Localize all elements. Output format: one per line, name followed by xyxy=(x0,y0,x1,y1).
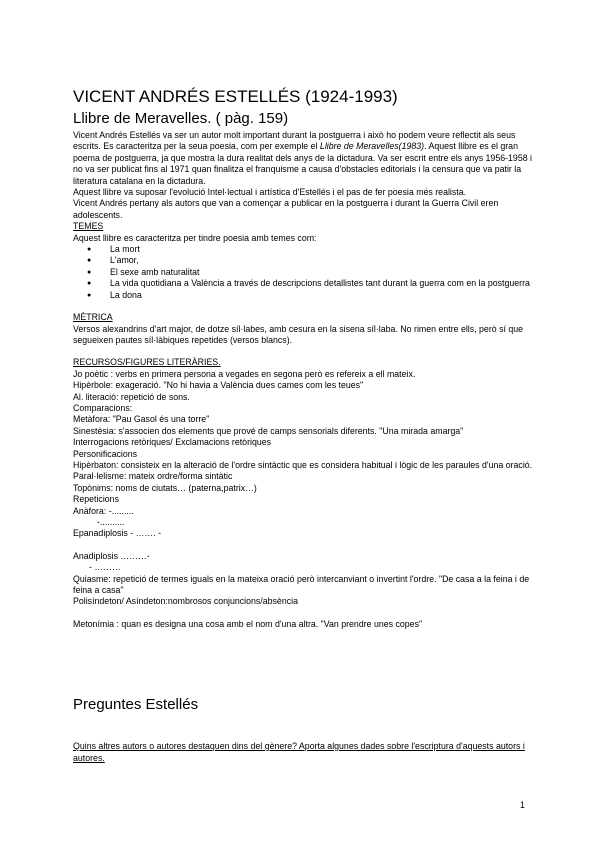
recurs-line: Metonímia : quan es designa una cosa amb el nom d'una altra. "Van prendre unes copes" xyxy=(73,618,423,629)
recurs-line: Comparacions: xyxy=(73,402,133,413)
recurs-line: Hipèrbaton: consisteix en la alteració de l'ordre sintàctic que es considera habitual i lògic de les paraules d'una oració. xyxy=(73,459,533,470)
temes-list xyxy=(73,244,533,301)
list-item: ● El sexe amb naturalitat xyxy=(73,267,533,278)
list-item: ● La dona xyxy=(73,290,533,301)
recurs-line: Anadiplosis ………- xyxy=(73,550,150,561)
page-title: VICENT ANDRÉS ESTELLÉS (1924-1993) xyxy=(73,87,398,106)
recurs-line: Interrogacions retòriques/ Exclamacions retòriques xyxy=(73,437,272,448)
recurs-line: - ……… xyxy=(89,562,121,573)
list-item: ● La vida quotidiana a València a través de descripcions detallistes tant durant la guerra com en la postguerra xyxy=(73,278,533,289)
recurs-line: Quiasme: repetició de termes iguals en la mateixa oració però intercanviant o invertint l'ordre. "De casa a la feina i de feina a casa" xyxy=(73,573,530,596)
temes-intro: Aquest llibre es caracteritza per tindre poesia amb temes com: xyxy=(73,232,317,243)
recurs-line: -.......... xyxy=(97,517,125,527)
preguntes-heading: Preguntes Estellés xyxy=(73,696,199,713)
recurs-line: Paral·lelisme: mateix ordre/forma sintàtic xyxy=(73,471,233,482)
recursos-heading: RECURSOS/FIGURES LITERÀRIES. xyxy=(73,357,221,368)
metrica-text: Versos alexandrins d'art major, de dotze síl·labes, amb cesura en la sisena síl·laba. No rimen entre ells, però sí que segueixen pautes síl·làbiques repetides (versos blancs). xyxy=(73,323,524,345)
section-title-llibre: Llibre de Meravelles. ( pàg. 159) xyxy=(73,110,289,127)
page-number: 1 xyxy=(520,800,525,810)
recurs-line: Epanadiplosis - ……. - xyxy=(73,528,162,539)
temes-heading: TEMES xyxy=(73,221,104,232)
recurs-line: Repeticions xyxy=(73,494,119,505)
recurs-line: Jo poètic : verbs en primera persona a vegades en segona però es refereix a ell mateix. xyxy=(73,368,416,379)
recurs-line: Personificacions xyxy=(73,448,138,459)
metrica-heading: MÈTRICA xyxy=(73,312,113,323)
intro-paragraph-3: Vicent Andrés pertany als autors que van a començar a publicar en la postguerra i durant la Guerra Civil eren adolescents. xyxy=(73,198,499,220)
recurs-line: Hipèrbole: exageració. "No hi havia a València dues cames com les teues" xyxy=(73,380,364,391)
recurs-line: Metàfora: "Pau Gasol és una torre" xyxy=(73,414,210,425)
intro-paragraph-2: Aquest llibre va suposar l'evolució Intel·lectual i artística d'Estellés i el pas de fer poesia més realista. xyxy=(73,187,467,198)
recurs-line: Polisíndeton/ Asíndeton:nombrosos conjuncions/absència xyxy=(73,596,298,607)
recurs-line: Topònims: noms de ciutats… (paterna,patrix…) xyxy=(73,482,257,493)
question-text: Quins altres autors o autores destaquen dins del gènere? Aporta algunes dades sobre l'escriptura d'aquests autors i autores. xyxy=(73,741,525,763)
list-item: ● La mort xyxy=(73,244,533,255)
intro-paragraph-1: Vicent Andrés Estellés va ser un autor molt important durant la postguerra i això ho podem veure reflectit als seus escrits. Es caracteritza per la seua poesia, com per exemple el Llibre de Meravelles(1983). Aquest llibre es el gran poema de postguerra, ja que mostra la dura realitat dels anys de la dictadura. Va ser escrit entre els anys 1956-1958 i no va ser publicat fins al 1971 quan finalitza el franquisme a causa d'obstacles editorials i la censura que va patir la literatura catalana en la dictadura. xyxy=(73,130,533,186)
recurs-line: Sinestèsia: s'associen dos elements que prové de camps sensorials diferents. "Una mirada amarga" xyxy=(73,425,464,436)
recurs-line: Anàfora: -......... xyxy=(73,505,134,516)
list-item: ● L'amor, xyxy=(73,255,533,266)
document-body xyxy=(73,130,533,630)
recurs-line: Al. literació: repetició de sons. xyxy=(73,391,190,402)
